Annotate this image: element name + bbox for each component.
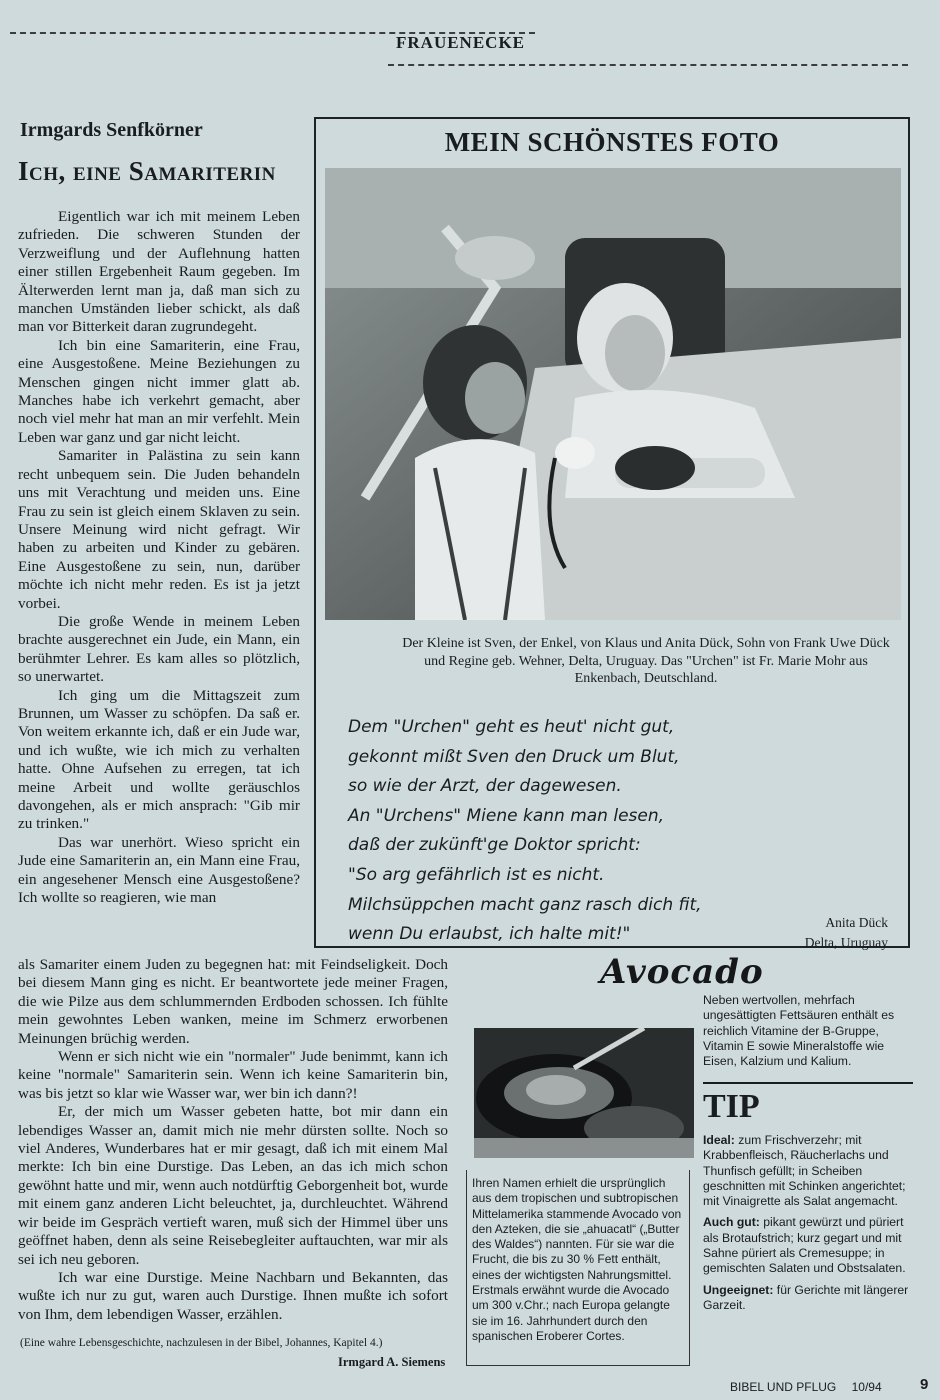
paragraph: Ich bin eine Samariterin, eine Frau, eine Ausgestoßene. Meine Beziehungen zu Menschen gingen nicht immer glatt ab. Manches habe ich verkehrt gemacht, aber noch viel mehr hat man an mir verfehlt. Mein Leben war ganz und gar nicht leicht.: [18, 336, 300, 446]
poem-line: wenn Du erlaubst, ich halte mit!": [348, 924, 631, 945]
article-body: [18, 208, 300, 907]
article-title: Ich, eine Samariterin: [18, 156, 276, 186]
poem-line: "So arg gefährlich ist es nicht.: [348, 864, 605, 885]
tip-text: zum Frischverzehr; mit Krabbenfleisch, Räucherlachs und Thunfisch gefüllt; in Scheiben geschnitten mit Schinken angerichtet; mit Vinaigrette als Salat angemacht.: [703, 1133, 906, 1209]
paragraph: Wenn er sich nicht wie ein "normaler" Jude benimmt, kann ich keine "normale" Samariterin sein. Wenn ich keine Samariterin bin, was bis jetzt so klar wie Wasser war, wer bin ich dann?!: [18, 1048, 448, 1102]
paragraph: Samariter in Palästina zu sein kann recht unbequem sein. Die Juden behandeln uns mit Verachtung und meiden uns. Eine Frau zu sein ist gleich einem Sklaven zu sein. Unsere Meinung wird nicht gefragt. Wir haben zu arbeiten und Kinder zu gebären. Eine Ausgestoßene zu sein, nun, darüber möchte ich nicht mehr reden. Es ist ja jetzt vorbei.: [18, 447, 300, 612]
paragraph: Eigentlich war ich mit meinem Leben zufrieden. Die schweren Stunden der Verzweiflung und der Auflehnung hatten einer stillen Ergebenheit Raum gegeben. Im Älterwerden lernt man ja, daß man sich zu manchen Umständen lieber schickt, als daß man vor Bitterkeit daran zugrundegeht.: [18, 208, 300, 336]
tip-label: Ungeeignet:: [703, 1282, 774, 1297]
photo-feature-title: MEIN SCHÖNSTES FOTO: [444, 127, 780, 157]
avocado-title: Avocado: [600, 952, 764, 992]
section-title: FRAUENECKE: [396, 33, 526, 52]
source-note: (Eine wahre Lebensgeschichte, nachzulesen in der Bibel, Johannes, Kapitel 4.): [20, 1337, 383, 1349]
poem-line: Dem "Urchen" geht es heut' nicht gut,: [348, 717, 675, 737]
footer: [730, 1380, 882, 1394]
poem: [348, 713, 878, 950]
poem-author: [805, 913, 888, 953]
issue-number: 10/94: [851, 1380, 882, 1394]
tip-label: Auch gut:: [703, 1215, 760, 1230]
poem-line: daß der zukünft'ge Doktor spricht:: [348, 835, 641, 856]
poem-author-place: Delta, Uruguay: [804, 935, 888, 950]
tip-title: TIP: [703, 1088, 760, 1125]
photo-feature-box: [314, 117, 910, 948]
avocado-body: Ihren Namen erhielt die ursprünglich aus dem tropischen und subtropischen Mittelamerika stammende Avocado von den Azteken, die sie „ahuacatl“ („Butter des Waldes“) nannten. Für sie war die Frucht, die bis zu 30 % Fett enthält, eines der wichtigsten Nahrungsmittel. Erstmals erwähnt wurde die Avocado um 300 v.Chr.; nach Europa gelangte sie im 16. Jahrhundert durch den spanischen Eroberer Cortes.: [472, 1176, 682, 1343]
avocado-intro: Neben wertvollen, mehrfach ungesättigten Fettsäuren enthält es reichlich Vitamine der B-Gruppe, Vitamin E sowie Mineralstoffe wie Eisen, Kalzium und Kalium.: [703, 993, 895, 1069]
article-body-continued: [18, 956, 448, 1324]
publication-name: BIBEL UND PFLUG: [730, 1380, 837, 1394]
tip-text: für Gerichte mit längerer Garzeit.: [703, 1282, 909, 1312]
header-rule-bottom: [388, 64, 908, 66]
paragraph: Das war unerhört. Wieso spricht ein Jude eine Samariterin an, ein Mann eine Frau, ein angesehener Mensch eine Ausgestoßene? Ich wollte so reagieren, wie man: [18, 833, 300, 907]
tip-list: [703, 1133, 913, 1319]
poem-line: An "Urchens" Miene kann man lesen,: [348, 805, 665, 826]
tip-item: [703, 1215, 913, 1276]
tip-item: [703, 1283, 913, 1314]
paragraph: Ich ging um die Mittagszeit zum Brunnen, um Wasser zu schöpfen. Da saß er. Von weitem erkannte ich, daß er ein Jude war, und ich wußte, wie ich mich zu verhalten hatte. Ohne Aufsehen zu erregen, tat ich meine Arbeit und wollte geräuschlos davongehen, als er mich ansprach: "Gib mir zu trinken.": [18, 686, 300, 833]
column-title: Irmgards Senfkörner: [20, 119, 203, 141]
paragraph: als Samariter einem Juden zu begegnen hat: mit Feindseligkeit. Doch bei diesem Mann ging es nicht. Er beantwortete jede meiner Fragen, die wie Pilze aus dem schlummernden Erdboden schossen. Ich fühlte mein gewohntes Leben wanken, meine im Schmerz erworbenen Meinungen brüchig werden.: [18, 956, 448, 1047]
family-photo-image: [325, 168, 901, 620]
poem-line: gekonnt mißt Sven den Druck um Blut,: [348, 746, 680, 767]
article-author: Irmgard A. Siemens: [338, 1355, 446, 1369]
tip-item: [703, 1133, 913, 1209]
page-number: 9: [920, 1376, 929, 1393]
paragraph: Die große Wende in meinem Leben brachte ausgerechnet ein Jude, ein Mann, ein berühmter Lehrer. Es kam alles so plötzlich, so unerwartet.: [18, 612, 300, 686]
tip-text: pikant gewürzt und püriert als Brotaufstrich; kurz gegart und mit Sahne püriert als Cremesuppe; in gemischten Salaten und Obstsalaten.: [703, 1215, 906, 1276]
poem-line: Milchsüppchen macht ganz rasch dich fit,: [348, 894, 702, 915]
paragraph: Ich war eine Durstige. Meine Nachbarn und Bekannten, das wußte ich nur zu gut, waren auch Durstige. Ihnen mußte ich sofort von Ihm, dem lebendigen Wasser, erzählen.: [18, 1268, 448, 1323]
poem-line: so wie der Arzt, der dagewesen.: [348, 776, 622, 797]
poem-author-name: Anita Dück: [825, 915, 888, 930]
family-photo: [325, 168, 901, 620]
tip-label: Ideal:: [703, 1133, 735, 1147]
tip-rule: [703, 1082, 913, 1084]
avocado-illustration: [474, 1028, 694, 1158]
photo-caption: Der Kleine ist Sven, der Enkel, von Klaus und Anita Dück, Sohn von Frank Uwe Dück und Regine geb. Wehner, Delta, Uruguay. Das "Urchen" ist Fr. Marie Mohr aus Enkenbach, Deutschland.: [402, 636, 890, 687]
avocado-illustration-image: [474, 1028, 694, 1158]
paragraph: Er, der mich um Wasser gebeten hatte, bot mir dann ein lebendiges Wasser an, damit mich nie mehr dürsten sollte. Noch so viel Anderes, Wunderbares hat er mir gesagt, daß ich mit einem Mal merkte: Ich bin eine Durstige. Das Leben, an das ich mich schon gewöhnt hatte und mir, wenn auch notdürftig Geborgenheit bot, wurde mit einem ganz anderen Licht beleuchtet, ja, durchleuchtet. Während wir beide im Gespräch vertieft waren, muß sich der Himmel über uns geöffnet haben, denn als seine Reisebegleiter auftauchten, war mir als sei ich neu geboren.: [18, 1103, 448, 1268]
